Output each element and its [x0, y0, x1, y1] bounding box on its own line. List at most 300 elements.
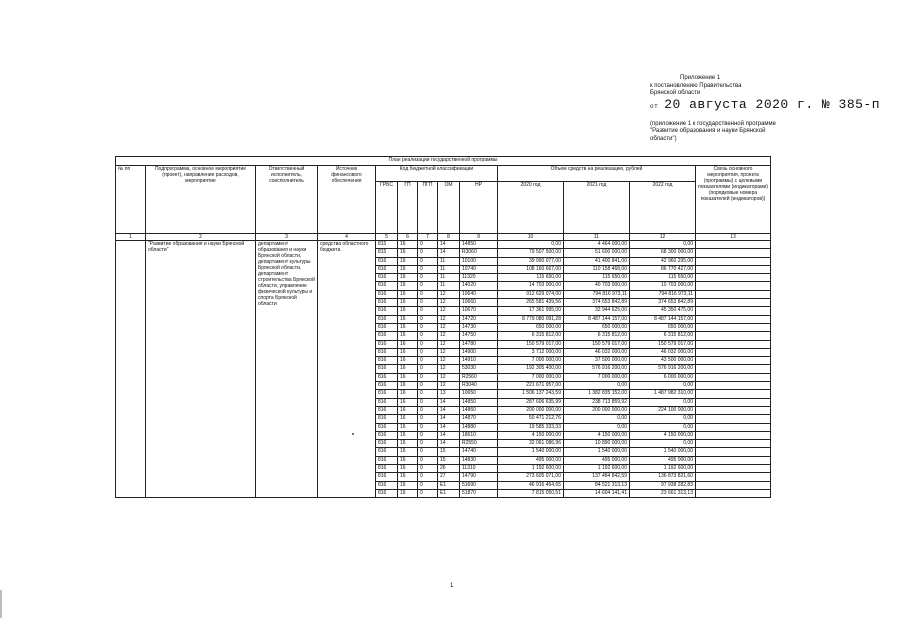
grbs-cell: 816	[376, 315, 398, 323]
gp-cell: 16	[398, 357, 418, 365]
pgp-cell: 0	[418, 257, 438, 265]
grbs-cell: 816	[376, 398, 398, 406]
amount-2021-cell: 32 944 625,00	[564, 307, 630, 315]
link-cell	[696, 241, 771, 249]
np-cell: 10740	[460, 265, 498, 273]
amount-2022-cell: 136 873 821,60	[630, 473, 696, 481]
amount-2022-cell: 0,00	[630, 382, 696, 390]
np-cell: 14730	[460, 323, 498, 331]
col-kbk: Код бюджетной классификации	[376, 166, 498, 182]
amount-2020-cell: 46 916 464,65	[498, 481, 564, 489]
om-cell: 26	[438, 465, 460, 473]
column-number-cell: 3	[256, 234, 318, 241]
pgp-cell: 0	[418, 440, 438, 448]
link-cell	[696, 382, 771, 390]
grbs-cell: 816	[376, 431, 398, 439]
source-cell: средства областного бюджета	[318, 241, 376, 498]
np-cell: 14780	[460, 340, 498, 348]
amount-2020-cell: 200 000 000,00	[498, 406, 564, 414]
link-cell	[696, 274, 771, 282]
amount-2022-cell: 8 487 144 157,00	[630, 315, 696, 323]
gp-cell: 16	[398, 323, 418, 331]
link-cell	[696, 390, 771, 398]
amount-2022-cell: 42 960 295,00	[630, 257, 696, 265]
om-cell: 14	[438, 431, 460, 439]
amount-2022-cell: 4 150 000,00	[630, 431, 696, 439]
om-cell: E1	[438, 481, 460, 489]
om-cell: 12	[438, 365, 460, 373]
om-cell: 12	[438, 323, 460, 331]
pgp-cell: 0	[418, 348, 438, 356]
amount-2020-cell: 265 581 439,56	[498, 299, 564, 307]
grbs-cell: 816	[376, 323, 398, 331]
link-cell	[696, 473, 771, 481]
grbs-cell: 816	[376, 406, 398, 414]
amount-2022-cell: 1 487 982 310,00	[630, 390, 696, 398]
np-cell: 14900	[460, 348, 498, 356]
amount-2021-cell: 37 500 000,00	[564, 357, 630, 365]
amount-2022-cell: 650 000,00	[630, 323, 696, 331]
table-body	[116, 241, 771, 498]
page-number: 1	[450, 583, 454, 589]
column-number-cell: 9	[460, 234, 498, 241]
om-cell: 13	[438, 390, 460, 398]
grbs-cell: 816	[376, 489, 398, 497]
amount-2020-cell: 912 629 074,00	[498, 290, 564, 298]
gp-cell: 16	[398, 307, 418, 315]
gp-cell: 16	[398, 290, 418, 298]
pgp-cell: 0	[418, 473, 438, 481]
gp-cell: 16	[398, 274, 418, 282]
om-cell: 14	[438, 406, 460, 414]
amount-2022-cell: 1 192 600,00	[630, 465, 696, 473]
amount-2021-cell: 0,00	[564, 382, 630, 390]
sub-2022: 2022 год	[630, 182, 696, 234]
pgp-cell: 0	[418, 481, 438, 489]
amount-2020-cell: 650 000,00	[498, 323, 564, 331]
column-number-cell: 6	[398, 234, 418, 241]
link-cell	[696, 257, 771, 265]
pgp-cell: 0	[418, 323, 438, 331]
amount-2020-cell: 1 540 000,00	[498, 448, 564, 456]
gp-cell: 16	[398, 257, 418, 265]
grbs-cell: 816	[376, 290, 398, 298]
np-cell: R3040	[460, 382, 498, 390]
document-header	[650, 75, 900, 143]
amount-2021-cell: 137 484 842,59	[564, 473, 630, 481]
grbs-cell: 816	[376, 257, 398, 265]
grbs-cell: 816	[376, 365, 398, 373]
amount-2021-cell: 238 713 859,92	[564, 398, 630, 406]
gp-cell: 16	[398, 390, 418, 398]
amount-2021-cell: 495 000,00	[564, 456, 630, 464]
amount-2022-cell: 68 300 000,00	[630, 249, 696, 257]
om-cell: 14	[438, 440, 460, 448]
responsible-cell: департамент образования и науки Брянской области, департамент культуры Брянской области, департамент строительства Брянской области, управление физической культуры и спорта Брянской области	[256, 241, 318, 498]
om-cell: 15	[438, 456, 460, 464]
link-cell	[696, 440, 771, 448]
amount-2020-cell: 6 315 812,00	[498, 332, 564, 340]
np-cell: 10100	[460, 257, 498, 265]
np-cell: 51870	[460, 489, 498, 497]
grbs-cell: 816	[376, 456, 398, 464]
amount-2020-cell: 150 579 017,00	[498, 340, 564, 348]
gp-cell: 16	[398, 348, 418, 356]
amount-2022-cell: 45 350 475,00	[630, 307, 696, 315]
om-cell: 12	[438, 299, 460, 307]
grbs-cell: 816	[376, 481, 398, 489]
amount-2021-cell: 374 653 842,89	[564, 299, 630, 307]
gp-cell: 16	[398, 473, 418, 481]
amount-2022-cell: 0,00	[630, 398, 696, 406]
amount-2020-cell: 1 192 600,00	[498, 465, 564, 473]
amount-2021-cell: 4 150 000,00	[564, 431, 630, 439]
header-line3: Брянской области	[650, 90, 701, 96]
row-number-cell	[116, 241, 146, 498]
om-cell: 12	[438, 340, 460, 348]
link-cell	[696, 431, 771, 439]
np-cell: 14880	[460, 423, 498, 431]
amount-2020-cell: 7 000 000,00	[498, 373, 564, 381]
amount-2022-cell: 1 540 000,00	[630, 448, 696, 456]
link-cell	[696, 481, 771, 489]
sub-np: НР	[460, 182, 498, 234]
pgp-cell: 0	[418, 340, 438, 348]
gp-cell: 16	[398, 415, 418, 423]
header-line2: к постановлению Правительства	[650, 82, 742, 89]
amount-2021-cell: 7 000 000,00	[564, 373, 630, 381]
amount-2020-cell: 8 779 080 091,28	[498, 315, 564, 323]
gp-cell: 16	[398, 440, 418, 448]
pgp-cell: 0	[418, 390, 438, 398]
grbs-cell: 816	[376, 448, 398, 456]
amount-2021-cell: 150 579 017,00	[564, 340, 630, 348]
column-number-cell: 12	[630, 234, 696, 241]
amount-2020-cell: 1 506 137 243,59	[498, 390, 564, 398]
grbs-cell: 816	[376, 348, 398, 356]
grbs-cell: 816	[376, 440, 398, 448]
amount-2022-cell: 0,00	[630, 415, 696, 423]
pgp-cell: 0	[418, 415, 438, 423]
amount-2020-cell: 192 305 400,00	[498, 365, 564, 373]
amount-2020-cell: 0,00	[498, 241, 564, 249]
link-cell	[696, 348, 771, 356]
amount-2022-cell: 115 650,00	[630, 274, 696, 282]
amount-2021-cell: 51 600 000,00	[564, 249, 630, 257]
gp-cell: 16	[398, 332, 418, 340]
amount-2020-cell: 3 712 000,00	[498, 348, 564, 356]
sub-om: ОМ	[438, 182, 460, 234]
column-number-cell: 5	[376, 234, 398, 241]
np-cell: 14870	[460, 415, 498, 423]
gp-cell: 16	[398, 431, 418, 439]
amount-2022-cell: 224 100 000,00	[630, 406, 696, 414]
column-number-cell: 1	[116, 234, 146, 241]
column-number-cell: 8	[438, 234, 460, 241]
om-cell: 11	[438, 282, 460, 290]
amount-2021-cell: 576 916 200,00	[564, 365, 630, 373]
np-cell: 14830	[460, 456, 498, 464]
grbs-cell: 816	[376, 307, 398, 315]
gp-cell: 16	[398, 365, 418, 373]
om-cell: 12	[438, 315, 460, 323]
om-cell: 12	[438, 332, 460, 340]
pgp-cell: 0	[418, 489, 438, 497]
np-cell: 14910	[460, 357, 498, 365]
np-cell: 18610	[460, 431, 498, 439]
grbs-cell: 816	[376, 382, 398, 390]
gp-cell: 16	[398, 373, 418, 381]
grbs-cell: 816	[376, 465, 398, 473]
column-numbers-row	[116, 234, 771, 241]
plan-table	[115, 156, 771, 498]
pgp-cell: 0	[418, 357, 438, 365]
link-cell	[696, 265, 771, 273]
decree-date	[650, 98, 900, 113]
date-prefix: от	[650, 102, 659, 110]
amount-2021-cell: 110 158 468,00	[564, 265, 630, 273]
link-cell	[696, 465, 771, 473]
sub-2021: 2021 год	[564, 182, 630, 234]
om-cell: 12	[438, 382, 460, 390]
om-cell: 14	[438, 423, 460, 431]
date-number: 20 августа 2020 г. № 385-п	[664, 96, 881, 112]
pgp-cell: 0	[418, 431, 438, 439]
gp-cell: 16	[398, 406, 418, 414]
amount-2021-cell: 115 650,00	[564, 274, 630, 282]
link-cell	[696, 332, 771, 340]
om-cell: 14	[438, 249, 460, 257]
amount-2020-cell: 50 471 212,76	[498, 415, 564, 423]
np-cell: 14740	[460, 448, 498, 456]
amount-2021-cell: 14 604 141,41	[564, 489, 630, 497]
link-cell	[696, 406, 771, 414]
amount-2022-cell: 0,00	[630, 423, 696, 431]
np-cell: 10640	[460, 290, 498, 298]
amount-2021-cell: 8 487 144 157,00	[564, 315, 630, 323]
om-cell: E1	[438, 489, 460, 497]
amount-2020-cell: 4 150 000,00	[498, 431, 564, 439]
amount-2022-cell: 43 500 000,00	[630, 357, 696, 365]
np-cell: 10650	[460, 390, 498, 398]
table-title: План реализации государственной программы	[116, 157, 771, 166]
link-cell	[696, 415, 771, 423]
amount-2021-cell: 6 315 812,00	[564, 332, 630, 340]
amount-2022-cell: 86 770 427,00	[630, 265, 696, 273]
amount-2022-cell: 10 703 000,00	[630, 282, 696, 290]
grbs-cell: 816	[376, 390, 398, 398]
sub-pgp: ПГП	[418, 182, 438, 234]
amount-2022-cell: 97 938 282,83	[630, 481, 696, 489]
grbs-cell: 815	[376, 249, 398, 257]
grbs-cell: 816	[376, 473, 398, 481]
om-cell: 14	[438, 241, 460, 249]
np-cell: 11310	[460, 465, 498, 473]
amount-2022-cell: 6 315 812,00	[630, 332, 696, 340]
amount-2020-cell: 17 361 995,00	[498, 307, 564, 315]
column-number-cell: 11	[564, 234, 630, 241]
grbs-cell: 815	[376, 241, 398, 249]
col-responsible: Ответственный исполнитель, соисполнитель	[256, 166, 318, 234]
pgp-cell: 0	[418, 332, 438, 340]
amount-2020-cell: 273 605 071,00	[498, 473, 564, 481]
np-cell: 14720	[460, 315, 498, 323]
header-note2: "Развитие образования и науки Брянской	[650, 128, 766, 134]
header-line1: Приложение 1	[680, 75, 721, 81]
pgp-cell: 0	[418, 398, 438, 406]
column-number-cell: 4	[318, 234, 376, 241]
pgp-cell: 0	[418, 307, 438, 315]
link-cell	[696, 282, 771, 290]
amount-2020-cell: 14 703 000,00	[498, 282, 564, 290]
grbs-cell: 816	[376, 265, 398, 273]
amount-2021-cell: 200 000 000,00	[564, 406, 630, 414]
link-cell	[696, 299, 771, 307]
amount-2020-cell: 19 585 333,33	[498, 423, 564, 431]
subprogram-cell: "Развитие образования и науки Брянской области"	[146, 241, 256, 498]
link-cell	[696, 290, 771, 298]
gp-cell: 16	[398, 489, 418, 497]
om-cell: 11	[438, 257, 460, 265]
np-cell: 14790	[460, 473, 498, 481]
pgp-cell: 0	[418, 448, 438, 456]
pgp-cell: 0	[418, 365, 438, 373]
link-cell	[696, 423, 771, 431]
np-cell: 14020	[460, 282, 498, 290]
sub-gp: ГП	[398, 182, 418, 234]
np-cell: 11320	[460, 274, 498, 282]
np-cell: 10670	[460, 307, 498, 315]
gp-cell: 16	[398, 398, 418, 406]
pgp-cell: 0	[418, 299, 438, 307]
link-cell	[696, 357, 771, 365]
amount-2021-cell: 4 464 000,00	[564, 241, 630, 249]
np-cell: 53030	[460, 365, 498, 373]
pgp-cell: 0	[418, 241, 438, 249]
gp-cell: 16	[398, 481, 418, 489]
om-cell: 12	[438, 290, 460, 298]
column-number-cell: 2	[146, 234, 256, 241]
amount-2020-cell: 287 606 635,99	[498, 398, 564, 406]
grbs-cell: 816	[376, 340, 398, 348]
np-cell: 51690	[460, 481, 498, 489]
amount-2022-cell: 576 916 200,00	[630, 365, 696, 373]
pgp-cell: 0	[418, 406, 438, 414]
amount-2020-cell: 79 507 500,00	[498, 249, 564, 257]
table-row	[116, 241, 771, 249]
amount-2021-cell: 0,00	[564, 415, 630, 423]
amount-2021-cell: 650 000,00	[564, 323, 630, 331]
amount-2022-cell: 23 661 313,13	[630, 489, 696, 497]
col-subprogram: Подпрограмма, основное мероприятие (проект), направление расходов, мероприятие	[146, 166, 256, 234]
gp-cell: 16	[398, 315, 418, 323]
amount-2022-cell: 0,00	[630, 241, 696, 249]
link-cell	[696, 373, 771, 381]
amount-2021-cell: 1 540 000,00	[564, 448, 630, 456]
gp-cell: 16	[398, 423, 418, 431]
gp-cell: 16	[398, 282, 418, 290]
np-cell: 10660	[460, 299, 498, 307]
amount-2021-cell: 1 382 835 152,00	[564, 390, 630, 398]
np-cell: 14860	[460, 406, 498, 414]
amount-2021-cell: 1 192 600,00	[564, 465, 630, 473]
pgp-cell: 0	[418, 373, 438, 381]
om-cell: 12	[438, 357, 460, 365]
amount-2021-cell: 84 521 313,13	[564, 481, 630, 489]
header-note3: области")	[650, 135, 677, 142]
grbs-cell: 816	[376, 282, 398, 290]
amount-2022-cell: 495 000,00	[630, 456, 696, 464]
amount-2021-cell: 40 703 000,00	[564, 282, 630, 290]
gp-cell: 16	[398, 382, 418, 390]
gp-cell: 16	[398, 340, 418, 348]
np-cell: R2560	[460, 373, 498, 381]
amount-2022-cell: 46 032 000,00	[630, 348, 696, 356]
gp-cell: 16	[398, 249, 418, 257]
om-cell: 11	[438, 274, 460, 282]
gp-cell: 16	[398, 456, 418, 464]
grbs-cell: 816	[376, 357, 398, 365]
gp-cell: 16	[398, 299, 418, 307]
amount-2022-cell: 150 579 017,00	[630, 340, 696, 348]
grbs-cell: 816	[376, 332, 398, 340]
om-cell: 14	[438, 398, 460, 406]
om-cell: 14	[438, 415, 460, 423]
np-cell: 14850	[460, 398, 498, 406]
amount-2021-cell: 46 032 000,00	[564, 348, 630, 356]
pgp-cell: 0	[418, 456, 438, 464]
np-cell: R2550	[460, 440, 498, 448]
pgp-cell: 0	[418, 249, 438, 257]
amount-2020-cell: 221 671 957,00	[498, 382, 564, 390]
np-cell: R3060	[460, 249, 498, 257]
link-cell	[696, 456, 771, 464]
col-no: № пп	[116, 166, 146, 234]
om-cell: 12	[438, 348, 460, 356]
pgp-cell: 0	[418, 282, 438, 290]
amount-2022-cell: 6 000 000,00	[630, 373, 696, 381]
amount-2020-cell: 495 000,00	[498, 456, 564, 464]
om-cell: 11	[438, 265, 460, 273]
col-link: Связь основного мероприятия, проекта (программы) с целевыми показателями (индикаторами) (порядковые номера показателей (индикаторов))	[696, 166, 771, 234]
amount-2021-cell: 41 400 841,00	[564, 257, 630, 265]
amount-2020-cell: 108 160 667,00	[498, 265, 564, 273]
link-cell	[696, 249, 771, 257]
header-note1: (приложение 1 к государственной программе	[650, 120, 777, 127]
om-cell: 12	[438, 373, 460, 381]
link-cell	[696, 398, 771, 406]
amount-2021-cell: 10 890 000,00	[564, 440, 630, 448]
amount-2020-cell: 115 650,00	[498, 274, 564, 282]
gp-cell: 16	[398, 241, 418, 249]
pgp-cell: 0	[418, 382, 438, 390]
np-cell: 14850	[460, 241, 498, 249]
grbs-cell: 816	[376, 373, 398, 381]
grbs-cell: 816	[376, 415, 398, 423]
gp-cell: 16	[398, 265, 418, 273]
amount-2022-cell: 0,00	[630, 440, 696, 448]
om-cell: 12	[438, 307, 460, 315]
column-number-cell: 10	[498, 234, 564, 241]
pgp-cell: 0	[418, 265, 438, 273]
col-source: Источник финансового обеспечения	[318, 166, 376, 234]
pgp-cell: 0	[418, 290, 438, 298]
amount-2022-cell: 794 816 973,11	[630, 290, 696, 298]
grbs-cell: 816	[376, 299, 398, 307]
amount-2021-cell: 794 816 973,11	[564, 290, 630, 298]
np-cell: 14750	[460, 332, 498, 340]
col-volume: Объем средств на реализацию, рублей	[498, 166, 696, 182]
